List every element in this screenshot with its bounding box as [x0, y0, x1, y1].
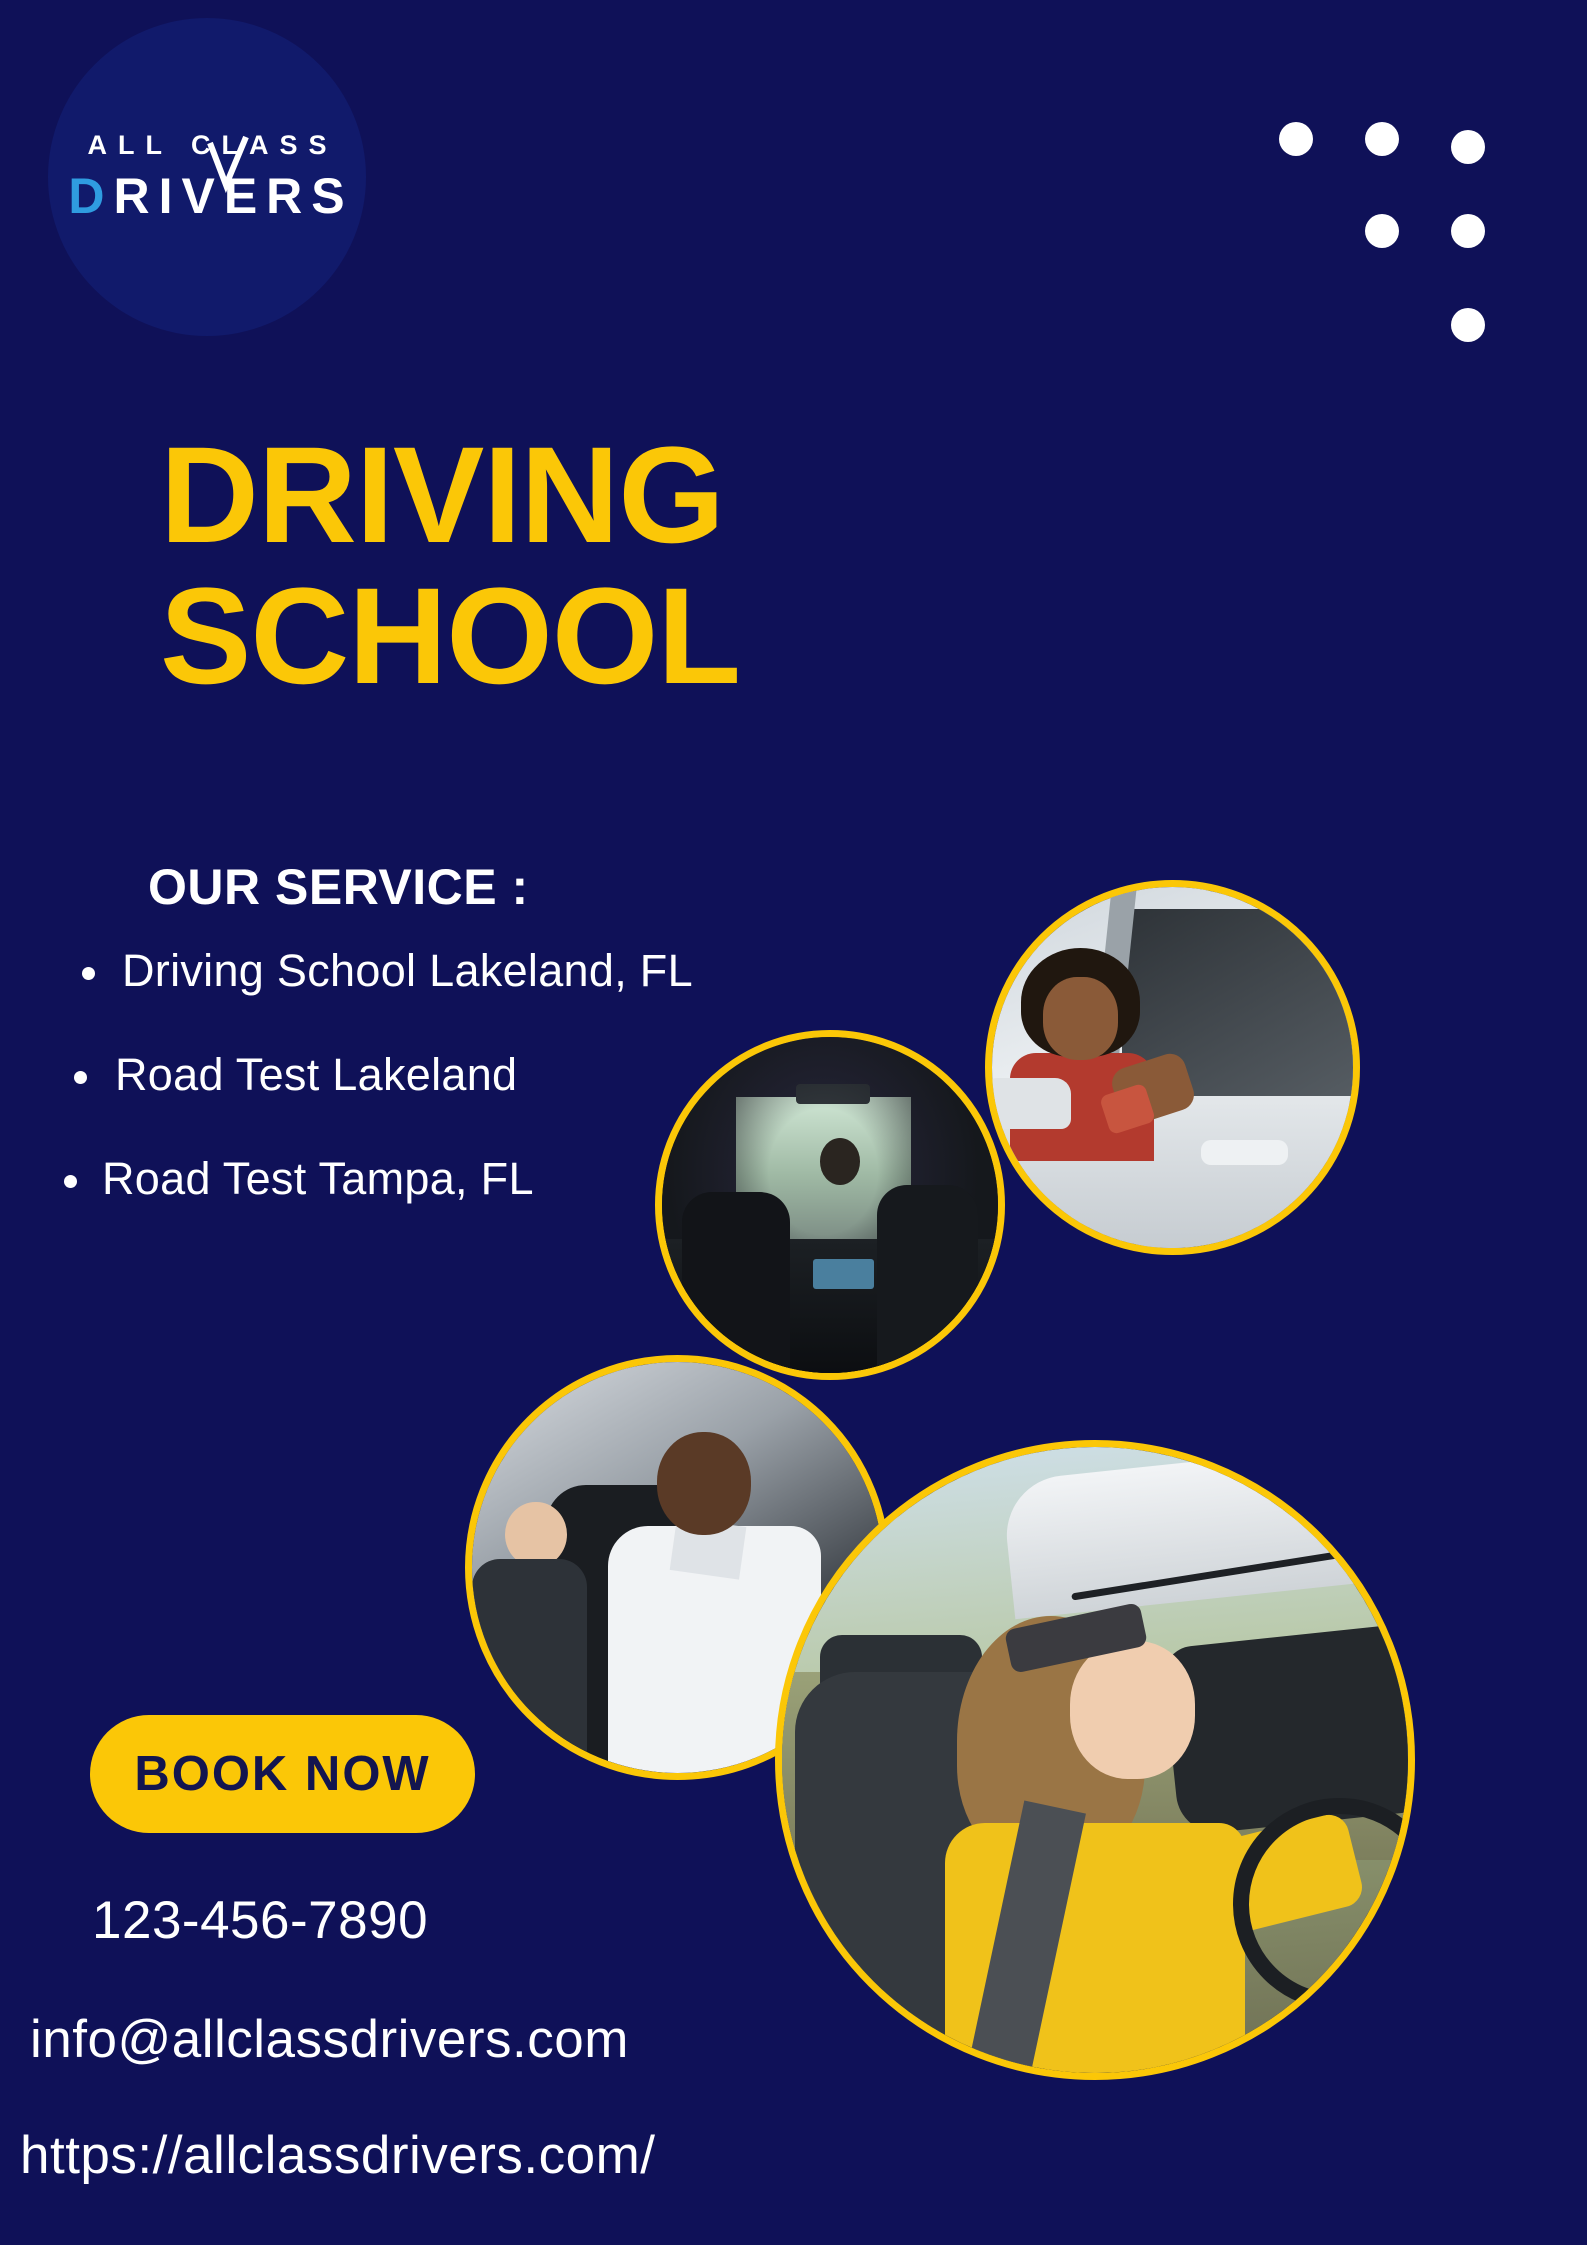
- dot: [1451, 130, 1485, 164]
- photo-car-interior-driving-view: [655, 1030, 1005, 1380]
- photo-woman-driving-convertible: [775, 1440, 1415, 2080]
- logo-main-text: [68, 167, 353, 225]
- services-heading: OUR SERVICE :: [148, 859, 529, 915]
- list-item: Road Test Lakeland: [60, 1049, 880, 1101]
- logo-top-text: ALL CLASS: [87, 129, 338, 160]
- list-item: Road Test Tampa, FL: [60, 1153, 880, 1205]
- checkmark-icon: [206, 135, 250, 193]
- logo-letter-d: D: [68, 167, 114, 224]
- photo-woman-thumbs-up-car-window: [985, 880, 1360, 1255]
- book-now-button[interactable]: BOOK NOW: [90, 1715, 475, 1833]
- dot: [1279, 122, 1313, 156]
- phone-number[interactable]: 123-456-7890: [92, 1891, 429, 1950]
- headline-line-1: DRIVING: [160, 419, 724, 572]
- decorative-dot-grid: [1279, 122, 1509, 352]
- dot: [1365, 122, 1399, 156]
- page-title: [160, 419, 741, 714]
- website-url[interactable]: https://allclassdrivers.com/: [20, 2126, 656, 2185]
- contact-block: [20, 1890, 656, 2186]
- headline-line-2: SCHOOL: [160, 560, 741, 714]
- dot: [1451, 214, 1485, 248]
- dot: [1451, 308, 1485, 342]
- photo-art: [782, 1447, 1408, 2073]
- dot: [1365, 214, 1399, 248]
- photo-art: [662, 1037, 998, 1373]
- email-address[interactable]: info@allclassdrivers.com: [30, 2010, 629, 2069]
- photo-art: [992, 887, 1353, 1248]
- brand-logo: [48, 18, 366, 336]
- list-item: Driving School Lakeland, FL: [60, 945, 880, 997]
- logo-letters-rivers: RIVERS: [113, 167, 354, 224]
